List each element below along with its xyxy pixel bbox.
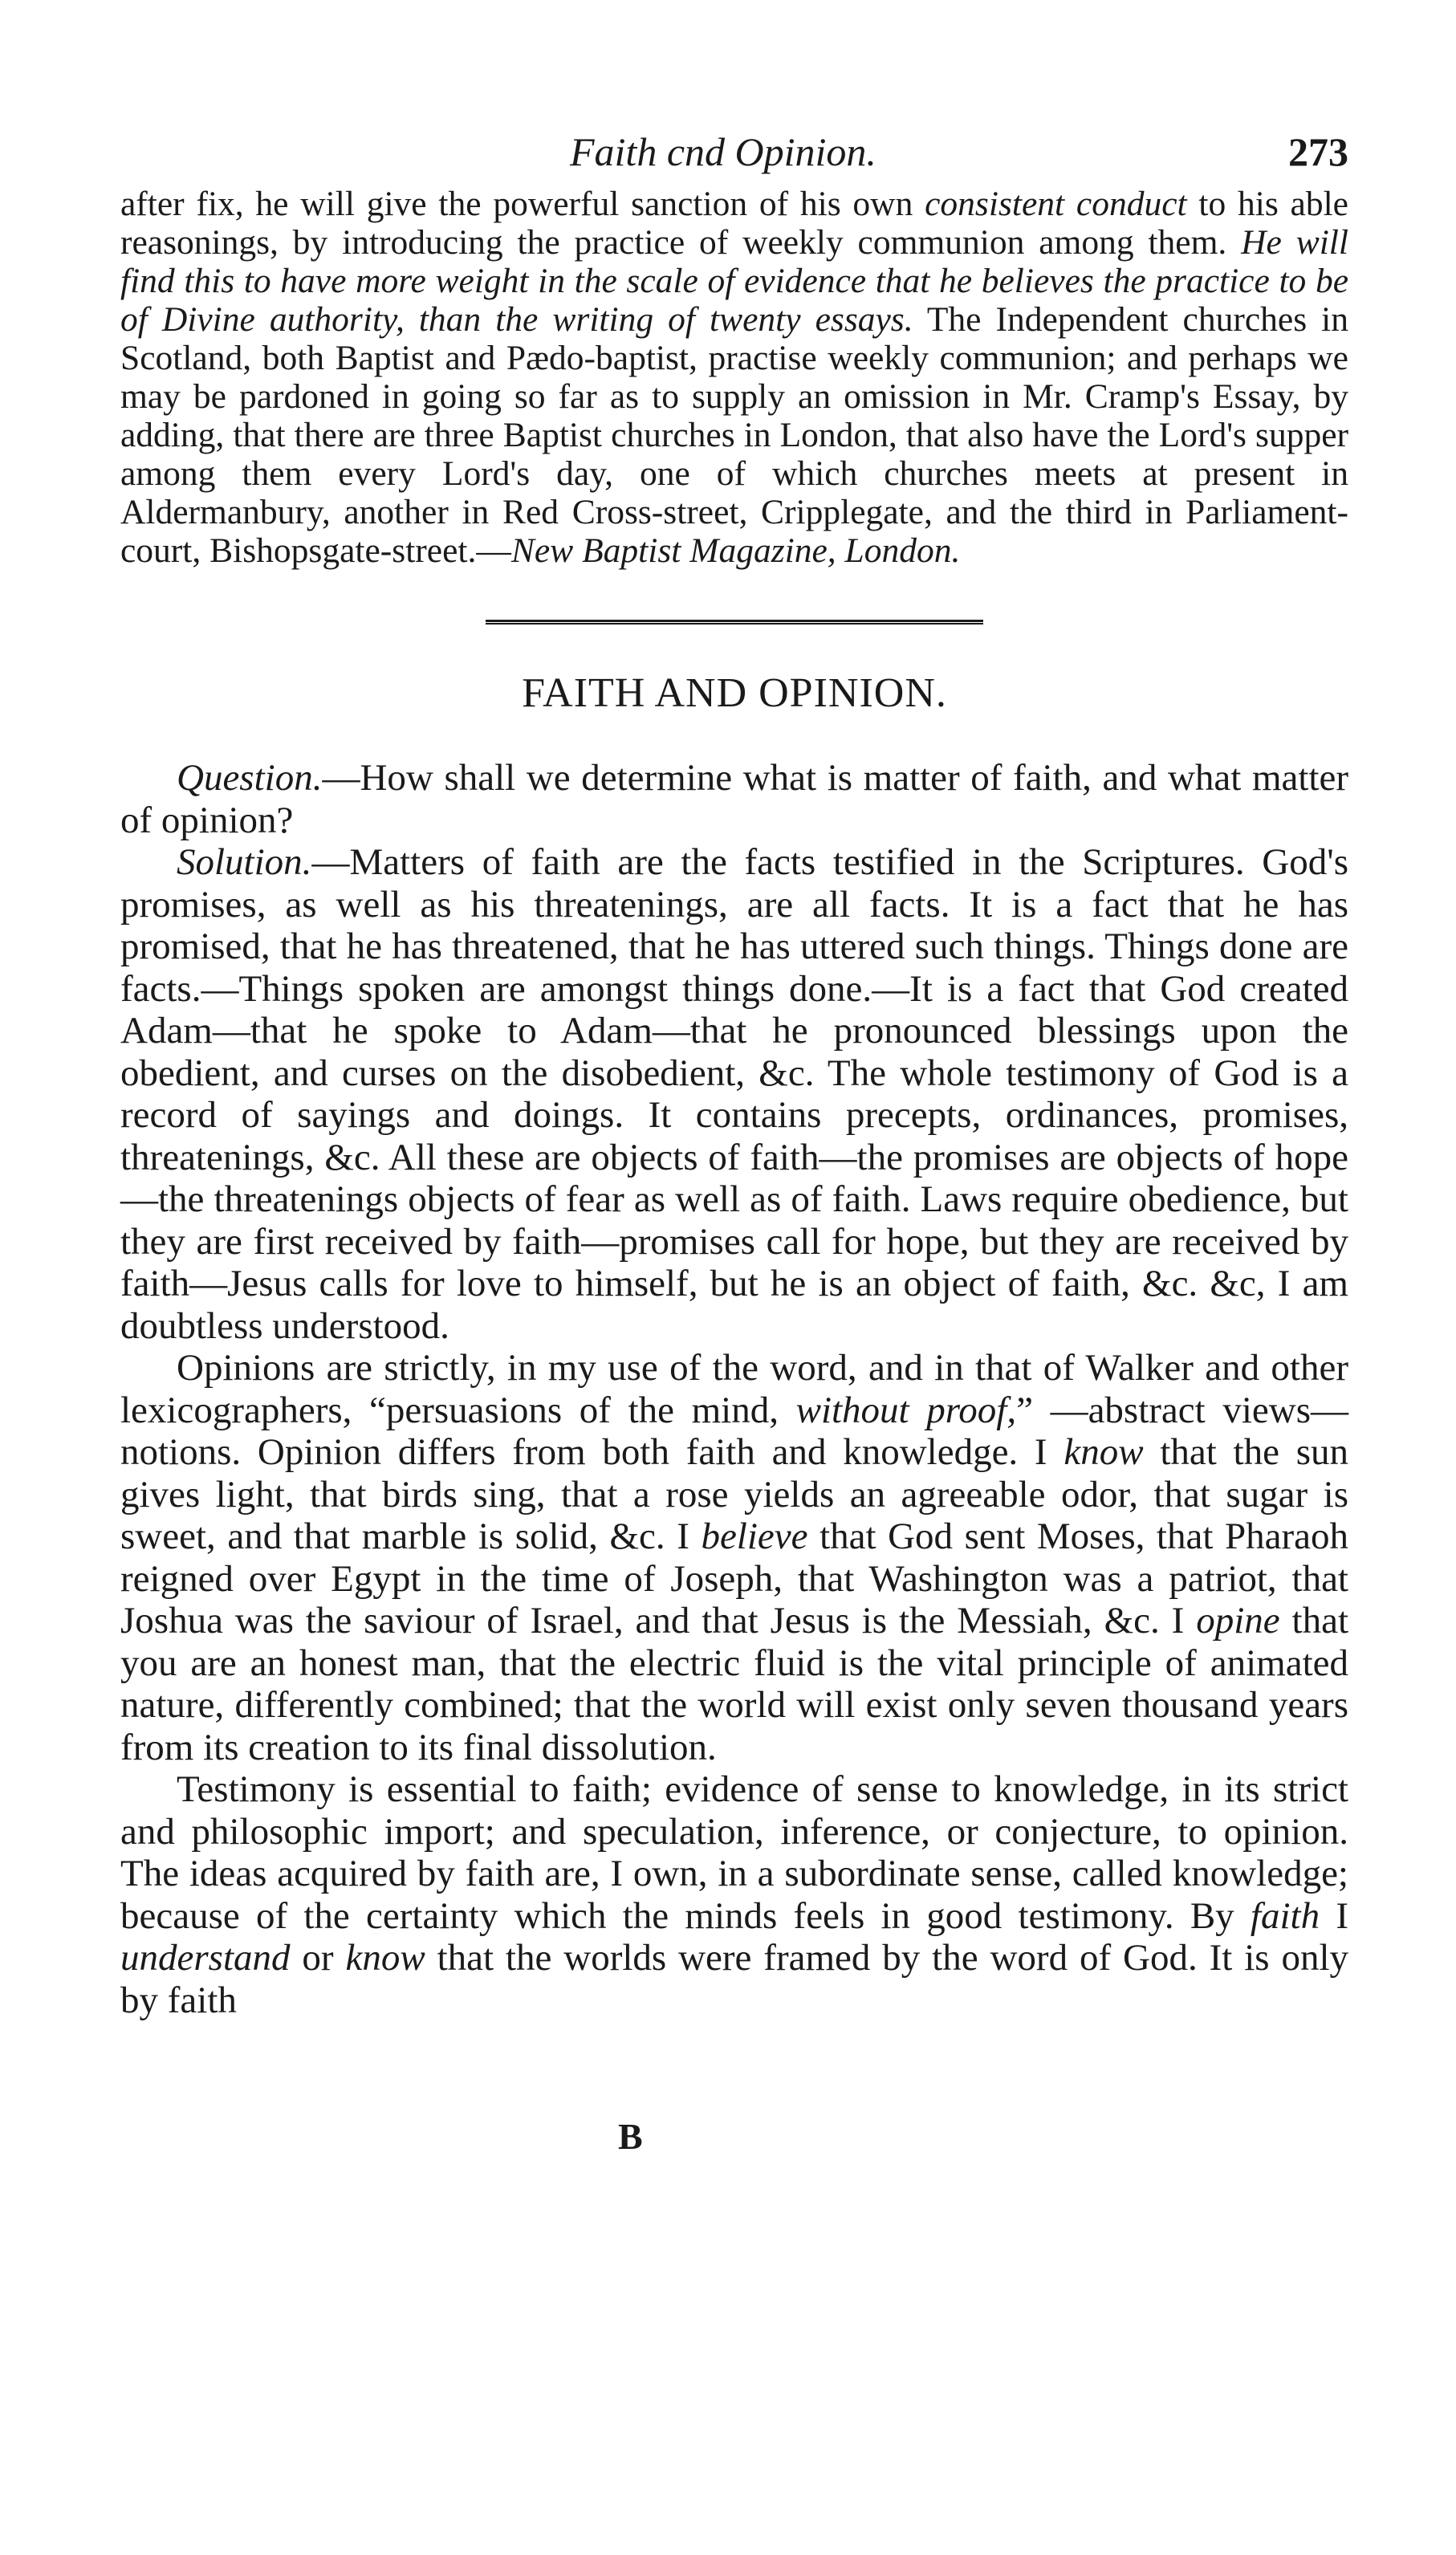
page-number: 273 <box>1288 129 1348 174</box>
article <box>120 669 1348 2021</box>
question-paragraph: Question.—How shall we determine what is matter of faith, and what matter of opinion? <box>120 757 1348 841</box>
article-title: FAITH AND OPINION. <box>522 670 947 716</box>
testimony-paragraph: Testimony is essential to faith; evidence of sense to knowledge, in its strict and philosophic import; and speculation, inference, or conjecture, to opinion. The ideas acquired by faith are, I own, in a subordinate sense, called knowledge; because of the certainty which the minds feels in good testimony. By faith I understand or know that the worlds were framed by the word of God. It is only by faith <box>120 1768 1348 2021</box>
running-title: Faith cnd Opinion. <box>570 129 876 174</box>
page <box>120 120 1348 2021</box>
solution-label: Solution. <box>177 841 312 883</box>
running-head <box>120 120 1348 185</box>
signature-mark: B <box>618 2116 643 2157</box>
question-label: Question. <box>177 757 323 799</box>
solution-paragraph: Solution.—Matters of faith are the facts testified in the Scriptures. God's promises, as well as his threatenings, are all facts. It is a fact that he has promised, that he has threatened, that he has uttered such things. Things done are facts.—Things spoken are amongst things done.—It is a fact that God created Adam—that he spoke to Adam—that he pronounced blessings upon the obedient, and curses on the disobedient, &c. The whole testimony of God is a record of sayings and doings. It contains precepts, ordinances, promises, threatenings, &c. All these are objects of faith—the promises are objects of hope—the threatenings objects of fear as well as of faith. Laws require obedience, but they are first received by faith—promises call for hope, but they are received by faith—Jesus calls for love to himself, but he is an object of faith, &c. &c, I am doubtless understood. <box>120 841 1348 1347</box>
previous-article-paragraph: after fix, he will give the powerful sanction of his own consistent conduct to his able reasonings, by introducing the practice of weekly communion among them. He will find this to have more weight in the scale of evidence that he believes the practice to be of Divine authority, than the writing of twenty essays. The Independent churches in Scotland, both Baptist and Pædo-baptist, practise weekly communion; and perhaps we may be pardoned in going so far as to supply an omission in Mr. Cramp's Essay, by adding, that there are three Baptist churches in London, that also have the Lord's supper among them every Lord's day, one of which churches meets at present in Aldermanbury, another in Red Cross-street, Cripplegate, and the third in Parliament-court, Bishopsgate-street.—New Baptist Magazine, London. <box>120 185 1348 570</box>
opinions-paragraph: Opinions are strictly, in my use of the word, and in that of Walker and other lexicographers, “persuasions of the mind, without proof,” —abstract views—notions. Opinion differs from both faith and knowledge. I know that the sun gives light, that birds sing, that a rose yields an agreeable odor, that sugar is sweet, and that marble is solid, &c. I believe that God sent Moses, that Pharaoh reigned over Egypt in the time of Joseph, that Washington was a patriot, that Joshua was the saviour of Israel, and that Jesus is the Messiah, &c. I opine that you are an honest man, that the electric fluid is the vital principle of animated nature, differently combined; that the world will exist only seven thousand years from its creation to its final dissolution. <box>120 1347 1349 1768</box>
previous-article-ending <box>120 185 1348 570</box>
section-divider <box>486 620 983 625</box>
